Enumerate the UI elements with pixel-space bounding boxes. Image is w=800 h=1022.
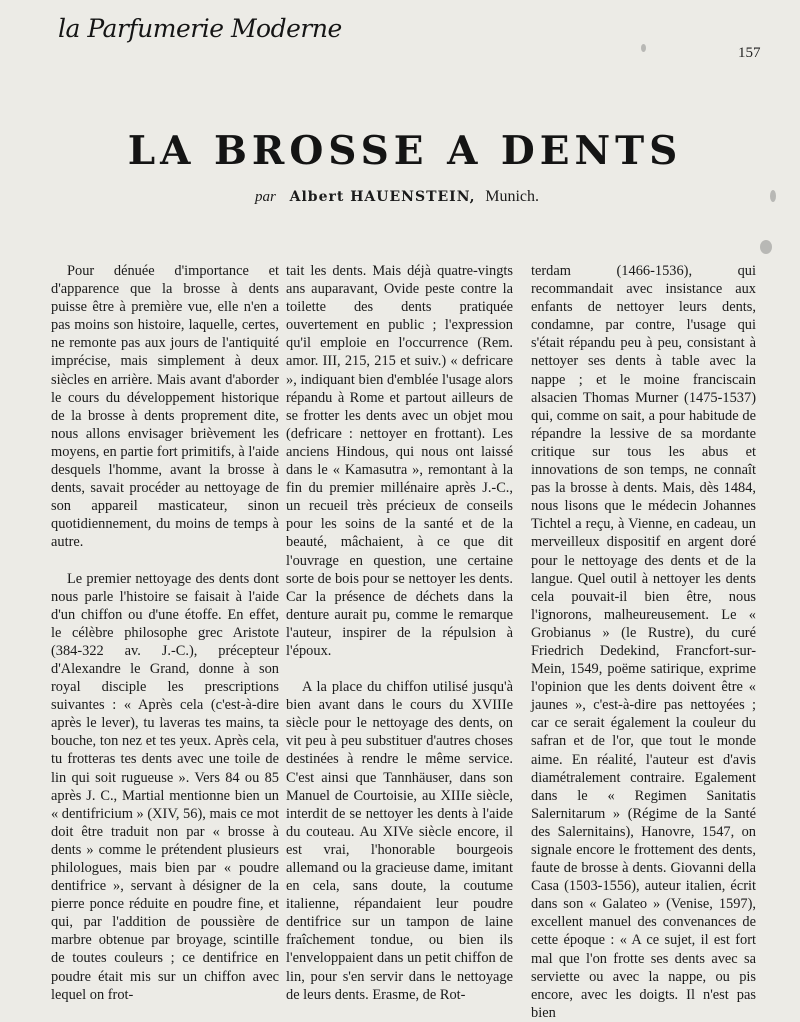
magazine-masthead: la Parfumerie Moderne (58, 14, 342, 43)
ink-speck (641, 44, 646, 52)
byline-city: Munich. (485, 188, 540, 205)
byline (255, 188, 539, 206)
article-title: LA BROSSE A DENTS (127, 128, 683, 174)
paragraph: tait les dents. Mais déjà quatre-vingts ans auparavant, Ovide peste contre la toilette des dents pratiquée ouvertement en public ; l'expression qu'il emploie en l'occurrence (Rem. amor. III, 215, 215 et suiv.) « defricare », indiquant bien d'emblée l'usage alors répandu à Rome et partout ailleurs de se frotter les dents avec un objet mou (defricare : nettoyer en frottant). Les anciens Hindous, qui nous ont laissé dans le « Kamasutra », remontant à la fin du premier millénaire après J.-C., un recueil très précieux de conseils pour les soins de la santé et de la beauté, mâchaient, à ce que dit l'ouvrage en question, une certaine sorte de bois pour se nettoyer les dents. Car la présence de déchets dans la denture aurait pu, comme le remarque l'auteur, inspirer de la répulsion à l'époux. (286, 263, 513, 659)
paragraph: terdam (1466-1536), qui recommandait avec insistance aux enfants de nettoyer leurs dents, condamne, par contre, l'usage qui s'était répandu peu à peu, consistant à nettoyer ses dents à table avec la nappe ; et le moine franciscain alsacien Thomas Murner (1475-1537) qui, comme on sait, a pour habitude de répandre la lessive de sa mordante critique sur tous les abus et innovations de son temps, ne connaît pas la brosse à dents. Mais, dès 1484, nous lisons que le médecin Johannes Tichtel a reçu, à Vienne, en cadeau, un merveilleux dispositif en argent doré pour le nettoyage des dents et de la langue. Quel outil à nettoyer les dents cela pouvait-il bien être, nous l'ignorons, malheureusement. Le « Grobianus » (le Rustre), du curé Friedrich Dedekind, Francfort-sur-Mein, 1549, poëme satirique, exprime l'opinion que les dents doivent être « jaunes », c'est-à-dire pas nettoyées ; car ce serait également la couleur du safran et de l'or, que tout le monde aime. En réalité, l'auteur est d'avis diamétralement contraire. Egalement dans le « Regimen Sanitatis Salernitarum » (Régime de la Santé des Salernitains), Hanovre, 1547, on signale encore le frottement des dents, faute de brosse à dents. Giovanni della Casa (1503-1556), auteur italien, écrit dans son « Galateo » (Venise, 1597), excellent manuel des convenances de cette époque : « A ce sujet, il est fort mal que l'on frotte ses dents avec sa serviette ou avec la nappe, ou pis encore, avec les doigts. Il n'est pas bien (531, 263, 756, 1021)
byline-author: Albert HAUENSTEIN, (289, 189, 476, 205)
ink-speck (770, 190, 776, 202)
byline-par: par (255, 189, 276, 205)
text-column-1 (51, 262, 279, 1004)
paragraph: Le premier nettoyage des dents dont nous parle l'histoire se faisait à l'aide d'un chiffon ou d'une étoffe. En effet, le célèbre philosophe grec Aristote (384-322 av. J.-C.), précepteur d'Alexandre le Grand, donne à son royal disciple les prescriptions suivantes : « Après cela (c'est-à-dire après le lever), tu laveras tes mains, ta bouche, ton nez et tes yeux. Après cela, tu frotteras tes dents avec une toile de lin qui soit rugueuse ». Vers 84 ou 85 après J. C., Martial mentionne bien un « dentifricium » (XIV, 56), mais ce mot doit être traduit non par « brosse à dents » comme le prétendent plusieurs philologues, mais bien par « poudre dentifrice », servant à désigner de la pierre ponce réduite en poudre fine, et qui, par l'addition de poussière de marbre obtenue par broyage, scintille de toutes couleurs ; ce dentifrice en poudre était mis sur un chiffon avec lequel on frot- (51, 570, 279, 1003)
text-column-3 (531, 262, 756, 1022)
page-number: 157 (738, 45, 761, 61)
text-column-2 (286, 262, 513, 1004)
ink-speck (760, 240, 772, 254)
paragraph: A la place du chiffon utilisé jusqu'à bien avant dans le cours du XVIIIe siècle pour le nettoyage des dents, on vit peu à peu substituer d'autres choses destinées à rendre le même service. C'est ainsi que Tannhäuser, dans son Manuel de Courtoisie, au XIIIe siècle, interdit de se nettoyer les dents à l'aide du couteau. Au XIVe siècle encore, il est vrai, l'honorable bourgeois allemand ou la gracieuse dame, imitant en cela, sans doute, la coutume italienne, répandaient leur poudre dentifrice sur un tampon de laine fraîchement tondue, ou bien ils l'enveloppaient dans un petit chiffon de lin, pour s'en servir dans le nettoyage de leurs dents. Erasme, de Rot- (286, 679, 513, 1003)
paragraph: Pour dénuée d'importance et d'apparence que la brosse à dents puisse être à première vue, elle n'en a pas moins son histoire, laquelle, certes, ne remonte pas aux jours de l'antiquité imprécise, mais simplement à deux siècles en arrière. Mais avant d'aborder le cours du développement historique de la brosse à dents proprement dite, nous allons envisager brièvement les moyens, en partie fort primitifs, à l'aide desquels l'homme, avant la brosse à dents, savait procéder au nettoyage de son appareil masticateur, sinon quotidiennement, du moins de temps à autre. (51, 263, 279, 551)
